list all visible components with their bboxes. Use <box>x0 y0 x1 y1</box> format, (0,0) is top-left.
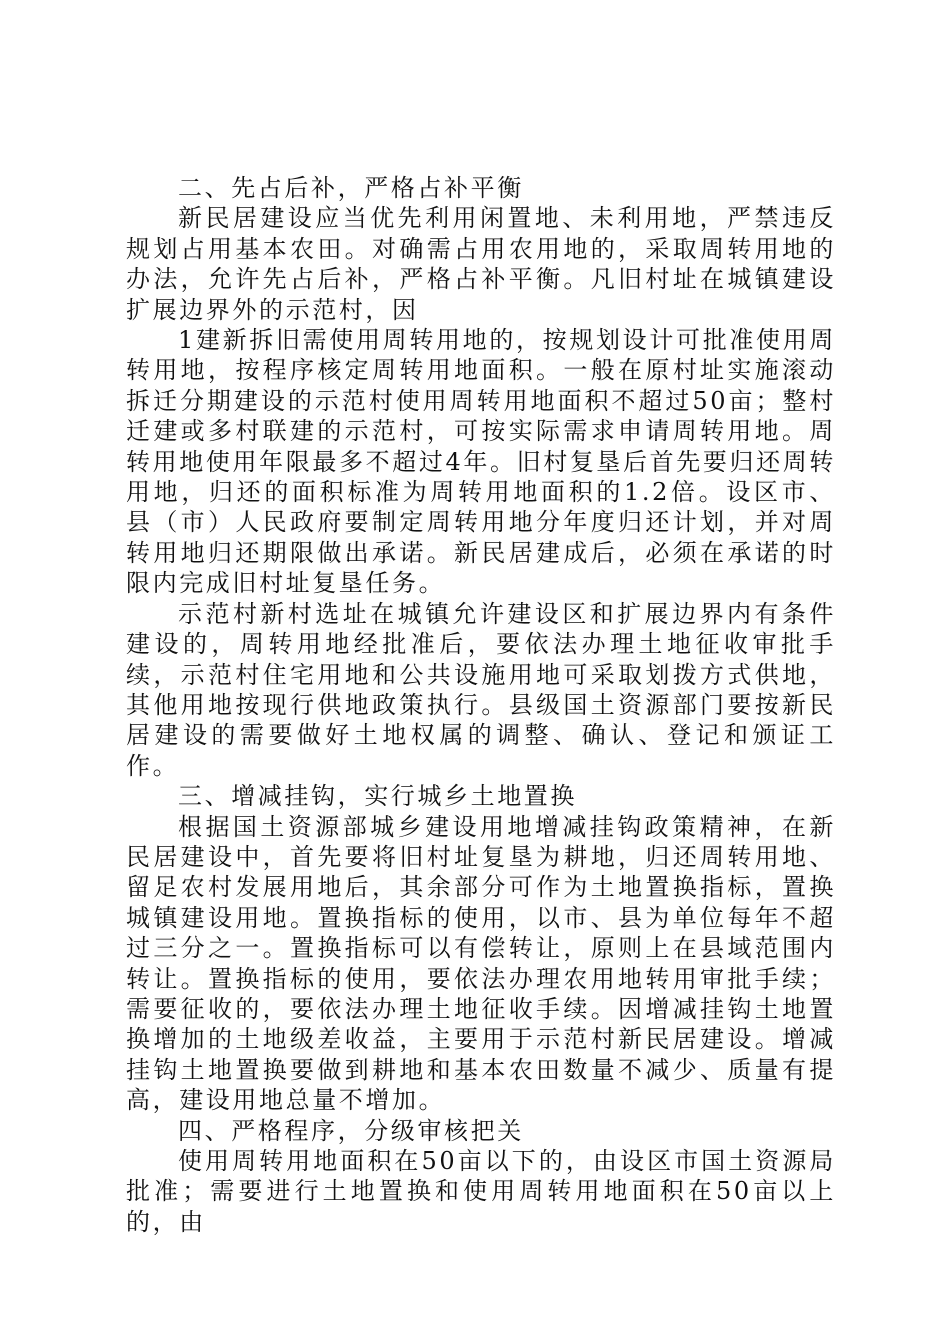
section-heading-3: 三、增减挂钩，实行城乡土地置换 <box>178 782 577 811</box>
paragraph: 使用周转用地面积在50亩以下的，由设区市国土资源局批准；需要进行土地置换和使用周转用地面积在50亩以上的，由 <box>126 1147 836 1236</box>
paragraph: 根据国土资源部城乡建设用地增减挂钩政策精神，在新民居建设中，首先要将旧村址复垦为耕地，归还周转用地、留足农村发展用地后，其余部分可作为土地置换指标，置换城镇建设用地。置换指标的使用，以市、县为单位每年不超过三分之一。置换指标可以有偿转让，原则上在县域范围内转让。置换指标的使用，要依法办理农用地转用审批手续；需要征收的，要依法办理土地征收手续。因增减挂钩土地置换增加的土地级差收益，主要用于示范村新民居建设。增减挂钩土地置换要做到耕地和基本农田数量不减少、质量有提高，建设用地总量不增加。 <box>126 812 836 1115</box>
paragraph: 1建新拆旧需使用周转用地的，按规划设计可批准使用周转用地，按程序核定周转用地面积。一般在原村址实施滚动拆迁分期建设的示范村使用周转用地面积不超过50亩；整村迁建或多村联建的示范村，可按实际需求申请周转用地。周转用地使用年限最多不超过4年。旧村复垦后首先要归还周转用地，归还的面积标准为周转用地面积的1.2倍。设区市、县（市）人民政府要制定周转用地分年度归还计划，并对周转用地归还期限做出承诺。新民居建成后，必须在承诺的时限内完成旧村址复垦任务。 <box>126 326 836 598</box>
document-body <box>126 173 836 1237</box>
paragraph: 示范村新村选址在城镇允许建设区和扩展边界内有条件建设的，周转用地经批准后，要依法办理土地征收审批手续，示范村住宅用地和公共设施用地可采取划拨方式供地，其他用地按现行供地政策执行。县级国土资源部门要按新民居建设的需要做好土地权属的调整、确认、登记和颁证工作。 <box>126 599 836 780</box>
section-heading-4: 四、严格程序，分级审核把关 <box>178 1116 524 1145</box>
section-heading-2: 二、先占后补，严格占补平衡 <box>178 174 524 202</box>
paragraph: 新民居建设应当优先利用闲置地、未利用地，严禁违反规划占用基本农田。对确需占用农用地的，采取周转用地的办法，允许先占后补，严格占补平衡。凡旧村址在城镇建设扩展边界外的示范村，因 <box>126 204 836 324</box>
